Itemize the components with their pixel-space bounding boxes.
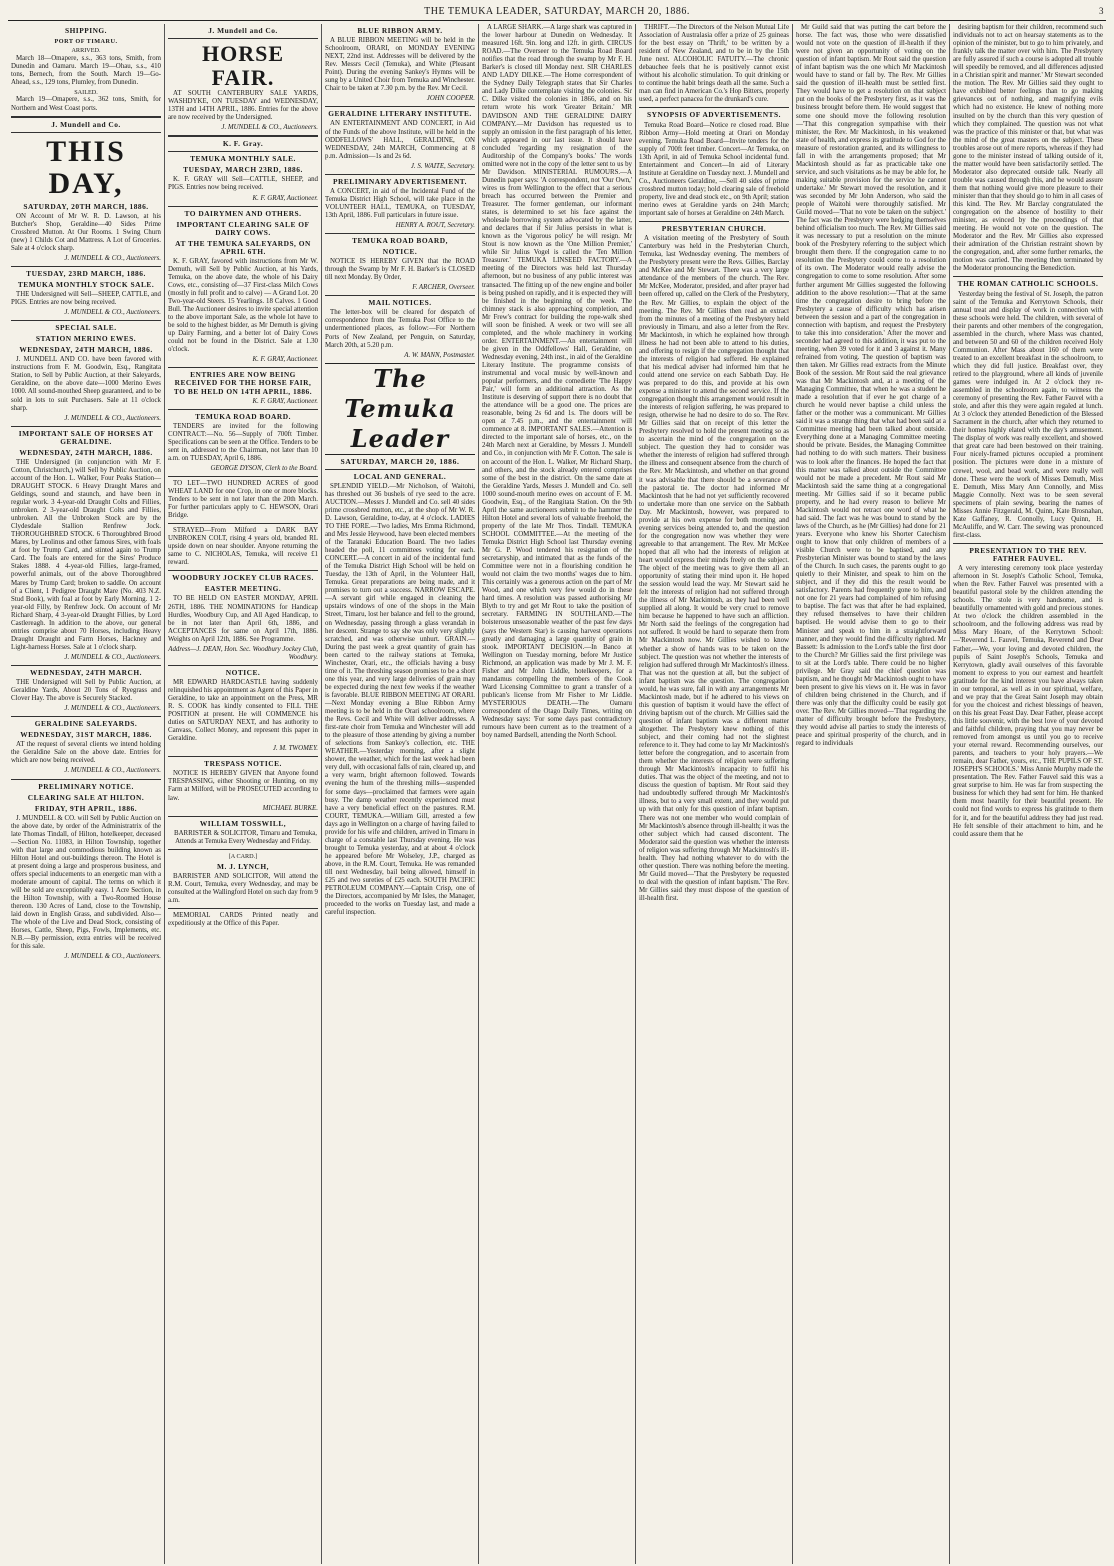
local-body: SPLENDID YIELD.—Mr Nicholson, of Waitohi, has threshed out 36 bushels of rye seed to the acre. AUCTION.—Messrs J. Mundell and Co. sell 40 sides prime crossbred mutton, etc., at the shop of Mr W. R. D. Lawson, Geraldine, to-day, at 4 o'clock. LADIES TO THE FORE.—Two ladies, Mrs Emma Richmond, and Mrs Jessie Heywood, have been elected members of the Taranaki Education Board. The two ladies headed the poll, 11 committees voting for each. CONCERT.—A concert in aid of the incidental fund of the Temuka District High School will be held on Tuesday, the 13th of April, in the Volunteer Hall, Temuka. Great preparations are being made, and it promises to turn out a success. NARROW ESCAPE.—A servant girl while engaged in cleaning the upstairs windows of one of the shops in the Main Street, Timaru, lost her balance and fell to the ground, on Wednesday, passing through a glass verandah in her descent. Strange to say she was only very slightly scratched, and was otherwise unhurt. GRAIN.—During the past week a great quantity of grain has been carted to the railway stations at Temuka, Winchester, Orari, etc., the officials having a busy time of it. The threshing season promises to be a short one this year, and very large deliveries of grain may be expected during the next few weeks if the weather is favorable. BLUE RIBBON MEETING AT ORARI.—Next Monday evening a Blue Ribbon Army meeting is to be held in the Orari schoolroom, where the Revs. Cecil and White will deliver addresses. A first-rate choir from Temuka and Winchester will add to the pleasure of those attending by giving a number of selections from Sankey's collection, etc. THE WEATHER.—Yesterday morning, after a slight shower, the weather, which for the last week had been very dull, with occasional falls of rain, cleared up, and a very warm, bright afternoon followed. Towards evening the hum of the threshing mills—suspended for some days—proclaimed that farmers were again busy. The damp weather recently experienced must have a very beneficial effect on the pastures. R.M. COURT, TEMUKA.—William Gill, arrested a few days ago in Wellington on a charge of having failed to provide for his wife and children, arrived in Timaru in charge of a constable last Thursday evening. He was brought to Temuka yesterday, and at about 4 o'clock he appeared before Mr Wolseley, J.P., charged as above, in the R.M. Court, Temuka. He was remanded till next Wednesday, bail being allowed, himself in £25 and two sureties of £25 each. SOUTH PACIFIC PETROLEUM COMPANY.—Captain Crisp, one of the Directors, accompanied by Mr Isles, the Manager, proceeded to the works on Tuesday last, and made a careful inspection. [325,482,476,917]
entries-signature: K. F. GRAY, Auctioneer. [252,397,318,405]
saleyards-body: AT the request of several clients we intend holding the Geraldine Sale on the above date. Entries for which are now being received. [11,741,161,765]
column-5 [636,24,793,1564]
this-day-date: SATURDAY, 20TH MARCH, 1886. [23,201,149,211]
horses-signature: J. MUNDELL & CO., Auctioneers. [64,653,161,661]
sailed-heading: SAILED. [74,89,98,97]
monthly-sale-heading: TEMUKA MONTHLY STOCK SALE. [17,279,155,289]
notice-body: MR EDWARD HARDCASTLE having suddenly relinquished his appointment as Agent of this Paper in Geraldine, to take an appointment on the Press, MR R. S. COOK has kindly consented to FILL THE POSITION at present. He will COMMENCE his duties on SATURDAY NEXT, and has authority to Canvass, Collect Money, and represent this paper in Geraldine. [168,678,318,743]
road-board-heading: TEMUKA ROAD BOARD. [195,411,291,421]
blue-ribbon-body: A BLUE RIBBON MEETING will be held in the Schoolroom, ORARI, on MONDAY EVENING NEXT, 22nd inst. Addresses will be delivered by the Rev. Messrs Cecil (Temuka), and White (Pleasant Point). During the evening Sankey's Hymns will be sung by a United Choir from Temuka and Winchester. Chair to be taken at 7.30 p.m. by the Rev. Mr Cecil. [325,37,475,93]
prelim-heading: PRELIMINARY NOTICE. [38,781,134,791]
mail-heading: MAIL NOTICES. [368,298,432,308]
this-day-heading: THIS DAY, [46,134,126,200]
horse-fair-heading: HORSE FAIR. [201,41,285,91]
horses-body: THE Undersigned (in conjunction with Mr F. Cotton, Christchurch,) will Sell by Public Auction, on account of the Hon. L. Walker, Four Peaks Station—DRAUGHT STOCK. 6 Heavy Draught Mares and Geldings, sound and staunch, and have been in regular work. 3 4-year-old Draught Colts and Fillies, unbroken. 2 3-year-old Draught Colts and Fillies, unbroken. All the Unbroken Stock are by the Clydesdale Stallion Renfrew Jock. THOROUGHBRED STOCK. 6 Thoroughbred Brood Mares, by Leolinus and other famous Sires, with foals at foot by Trump Card, and stinted again to Trump Card. The foals are entered for the Sires' Produce Stakes 1888. 4 4-year-old Fillies, large-framed, powerful animals, out of the above Thoroughbred Mares by Trump Card; broken to saddle. On account of a Client, 1 Pedigree Draught Mare (No. 403 N.Z. Stud Book), with foal at foot by Early Morning. 1 2-year-old Filly, by Renfrew Jock. On account of Mr Richard Sharp, 4 3-year-old Draught Fillies, by Lord Castlereagh. In addition to the above, our general entries comprise about 70 Horses, including Heavy Draught Draught and Farm Horses, Hackney and Light-harness Horses. Sale at 1 o'clock sharp. [11,458,161,651]
gray-heading: K. F. Gray. [222,139,264,149]
news-body-7: desiring baptism for their children, recommend such individuals not to act on hearsay statements as to the opinion of the minister, but to go to him privately, and frankly talk the matter over with him. The Presbytery are fully assured if such a course is adopted all trouble will speedily be removed, and all differences adjusted in a Christian spirit and manner.' Mr Stewart seconded the motion. The Rev. Mr Gillies said they ought to have exhibited better feelings than to go making grievances out of nothing, and magnifying evils which had no existence. He knew of nothing more insulted on by the church than this very question of which they complained. The question was not what was the practice of this minister or that, but what was the mind of the great masters on the subject. These troubles arose out of mere reports, whereas if they had gone to the minister instead of talking outside of it, the matter would have been satisfactorily settled. The Moderator also deprecated outside talk. Nearly all trouble was caused through this, and he would assure them that nothing would give more pleasure to their minister than that they should go to him in all cases of this kind. The Rev. Mr Barclay congratulated the congregation on the absence of hostility to their minister, as evinced by the proceedings of that meeting. He would not vote on the question. The Moderator and the Rev. Mr Gillies also expressed their admiration of the Christian restraint shown by the congregation, and, after some further remarks, the motion was carried. The meeting then terminated by the Moderator pronouncing the Benediction. [953,24,1104,273]
arrived-text: March 18—Omapere, s.s., 363 tons, Smith, from Dunedin and Oamaru. March 19—Ohau, s.s., 410 tons, Bernech, from the South. March 19—Go-Ahead, s.s., 129 tons, Plumley, from Dunedin. [11,54,161,86]
card-heading: [A CARD.] [228,852,258,860]
literary-signature: J. S. WAITE, Secretary. [410,162,475,170]
news-body-5: THRIFT.—The Directors of the Nelson Mutual Life Association of Australasia offer a prize of 25 guineas for the best essay on 'Thrift,' to be written by a resident of New Zealand, and to be in by the 15th June next. ALCOHOLIC FATUITY.—The chronic debauchee feels that he is positively cannot exist without his alcoholic stimulation. To quit drinking or to continue the habit brings death all the same. Such a man can find in American Co.'s Hop Bitters, properly used, a perfect panacea for the drunkard's cure. [639,24,789,104]
clearing-date: FRIDAY, 9TH APRIL, 1886. [34,803,138,813]
horses-heading: IMPORTANT SALE OF HORSES AT GERALDINE. [18,428,154,446]
saleyards-heading: GERALDINE SALEYARDS. [34,719,138,729]
mail-body: The letter-box will be cleared for despatch of correspondence from the Temuka Post Office to the undermentioned places, as follow:—For Northern Ports of New Zealand, per Penguin, on Saturday, March 20th, at 5.20 p.m. [325,309,475,349]
prelim-adv-heading: PRELIMINARY ADVERTISEMENT. [332,176,468,186]
dairy-to-heading: TO DAIRYMEN AND OTHERS. [184,208,302,218]
jockey-heading: WOODBURY JOCKEY CLUB RACES. [172,573,314,583]
dairy-at: AT THE TEMUKA SALEYARDS, ON APRIL 6TH. [175,238,311,256]
saleyards-signature: J. MUNDELL & CO., Auctioneers. [64,767,161,775]
road-board-body: TENDERS are invited for the following CONTRACT:—No. 56—Supply of 700ft Timber. Specifications can be seen at the Office. Tenders to be sent in, addressed to the Chairman, not later than 10 a.m. on TUESDAY, April 6, 1886. [168,422,318,462]
tms-body: K. F. GRAY will Sell—CATTLE, SHEEP, and PIGS. Entries now being received. [168,176,318,192]
tosswill-body: BARRISTER & SOLICITOR, Timaru and Temuka, Attends at Temuka Every Wednesday and Friday. [173,829,318,845]
road-board-signature: GEORGE DYSON, Clerk to the Board. [210,464,318,472]
lynch-heading: M. J. LYNCH, [217,862,269,872]
firm-heading: J. Mundell and Co. [51,119,121,129]
presbyterian-heading: PRESBYTERIAN CHURCH. [661,224,767,234]
literary-body: AN ENTERTAINMENT AND CONCERT, in Aid of the Funds of the above Institute, will be held in the ODDFELLOWS' HALL, GERALDINE, ON WEDNESDAY, 24th MARCH, Commencing at 8 p.m. Admission—1s and 2s 6d. [325,120,475,160]
horse-fair-signature: J. MUNDELL & CO., Auctioneers. [221,124,318,132]
easter-body: TO BE HELD ON EASTER MONDAY, APRIL 26TH, 1886. THE NOMINATIONS for Handicap Hurdles, Woodbury Cup, and All Aged Handicap, to be in not later than April 6th, 1886, and ACCEPTANCES for same on April 17th, 1886. Weights on April 12th, 1886. See Programme. [168,595,318,643]
notice-signature: J. M. TWOMEY. [272,745,318,753]
literary-heading: GERALDINE LITERARY INSTITUTE. [328,109,472,119]
monthly-sale-signature: J. MUNDELL & CO., Auctioneers. [64,309,161,317]
memorial-body: MEMORIAL CARDS Printed neatly and expeditiously at the Office of this Paper. [168,912,318,928]
merino-signature: J. MUNDELL & CO., Auctioneers. [64,414,161,422]
trb-heading: TEMUKA ROAD BOARD, [352,236,448,246]
local-heading: LOCAL AND GENERAL. [353,471,447,481]
trespass-heading: TRESPASS NOTICE. [204,759,282,769]
sailed-text: March 19—Omapere, s.s., 362 tons, Smith, for Northern and West Coast ports. [11,96,161,112]
trb-body: NOTICE IS HEREBY GIVEN that the ROAD through the Swamp by Mr F. H. Barker's is CLOSED till next Monday. By Order, [325,258,475,282]
entries-heading: ENTRIES ARE NOW BEING RECEIVED FOR THE HORSE FAIR, TO BE HELD ON 14TH APRIL, 1886. [173,370,313,396]
trb-signature: F. ARCHER, Overseer. [412,284,475,292]
dairy-signature: K. F. GRAY, Auctioneer. [252,356,318,364]
trespass-body: NOTICE IS HEREBY GIVEN that Anyone found TRESPASSING, either Shooting or Hunting, on my Farm at Milford, will be PROSECUTED according to law. [168,770,318,802]
merino-date: WEDNESDAY, 24TH MARCH, 1886. [19,345,153,355]
blue-ribbon-heading: BLUE RIBBON ARMY. [357,26,443,35]
mail-signature: A. W. MANN, Postmaster. [404,351,475,359]
tms-signature: K. F. GRAY, Auctioneer. [252,194,318,202]
synopsis-heading: SYNOPSIS OF ADVERTISEMENTS. [647,110,781,120]
page-number: 3 [1099,6,1104,16]
easter-signature: Address—J. DEAN, Hon. Sec. Woodbury Jockey Club, Woodbury. [168,645,318,661]
lynch-body: BARRISTER AND SOLICITOR, Will attend the R.M. Court, Temuka, every Wednesday, and may be consulted at the Wallingford Hotel on such day from 9 a.m. [168,873,318,905]
port-heading: PORT OF TIMARU. [54,38,118,46]
firm-heading-2: J. Mundell and Co. [208,26,278,35]
easter-heading: EASTER MEETING. [204,584,282,594]
clearing-body: J. MUNDELL & CO. will Sell by Public Auction on the above date, by order of the Administratrix of the late Thomas Tindall, of Hilton, hotelkeeper, deceased—Section No. 11083, in Hilton Township, together with that large and commodious building known as Hilton Hotel and out-buildings thereon. The Hotel is at present doing a large and prosperous business, and offers special inducements to an energetic man with a moderate amount of capital. The terms on which it will be sold are exceptionally easy. 1 Acre Section, in the Hilton Township, with a Two-Roomed House thereon. 130 Acres of Land, close to the Township, laid down in English Grass, and subdivided. Also—The whole of the Live and Dead Stock, consisting of Horses, Cattle, Sheep, Pigs, Fowls, Implements, etc. N.B.—By permission, extra entries will be received for this sale. [11,814,161,951]
to-let-body: TO LET—TWO HUNDRED ACRES of good WHEAT LAND for one Crop, in one or more blocks. Tenders to be sent in not later than the 20th March. For further particulars apply to C. HEWSON, Orari Bridge. [168,479,318,520]
presentation-body: A very interesting ceremony took place yesterday afternoon in St. Joseph's Catholic School, Temuka, when the Rev. Father Fauvel was presented with a beautiful pastoral stole by the children attending the schools. The stole is very handsome, and is beautifully ornamented with gold and precious stones. At two o'clock the children assembled in the schoolroom, and the following address was read by Miss Mary Hoare, of the Kerrytown School:—'Reverend L. Fauvel, Temuka, Reverend and Dear Father,—We, your loving and devoted children, the pupils of Saint Joseph's Schools, Temuka and Kerrytown, gladly avail ourselves of this favorable moment to express to you our earnest and heartfelt gratitude for the kind interest you have always taken in our temporal, as well as in our spiritual, welfare, and we pray that the Great Saint Joseph may obtain for you the choicest and richest blessings of heaven, on this his great Feast Day. Dear Father, please accept this little souvenir, with the best love of your devoted and faithful children, praying that you may never be removed from amongst us until you go to receive your eternal reward. Recommending ourselves, our parents, and teachers to your holy prayers.—We remain, dear Father, yours, etc., THE PUPILS OF ST. JOSEPH'S SCHOOLS.' Miss Annie Murphy made the presentation. The Rev. Father Fauvel said this was a great surprise to him. He was far from suspecting the business for which they had sent for him. He thanked them most heartily for their beautiful present. He could not find words to express his gratitude to them for it, and for the beautiful address they had just read. He felt sensible of their attachment to him, and he could assure them that he [953,565,1103,838]
news-body-6: Mr Guild said that was putting the cart before the horse. The fact was, those who were dissatisfied would not vote on the question of ill-health if they were not given an opportunity of voting on the question of infant baptism. Mr Rout said the question of infant baptism was the one which Mr Mackintosh would have to stand or fall by. The Rev. Mr Gillies said the question of ill-health must be settled first. They would have to get a resolution on that subject put on the books of the Presbytery first, as it was the business brought before them. He would suggest that some one should move the following resolution—'That this congregation sympathise with their minister, the Rev. Mr Mackintosh, in his weakened state of health, and express its gratitude to God for the measure of restoration granted, and its willingness to fall in with the arrangements proposed; that Mr Mackintosh should as far as practicable take one service, and such visitations as he may be able for, he making suitable provision for the service he cannot undertake.' Mr Stewart moved the resolution, and it was seconded by Mr John Anderson, who said the people of Waitohi were thoroughly satisfied. Mr Guild moved—'That no vote be taken on the subject.' The fact was the Presbytery were hedging themselves behind officialism too much. The Rev. Mr Gillies said it was necessary to put a resolution on the minute book of the Presbytery referring to the subject which brought them there. If the congregation came to no resolution the Presbytery could come to a resolution of its own. The Moderator would really advise the congregation to come to some resolution. After some further argument Mr Gillies suggested the following addition to the above resolution:—'That at the same time the congregation desire to bring before the Presbytery a cause of difficulty which has arisen between the session and a part of the congregation in connection with baptism, and request the Presbytery to take this into consideration.' After the mover and seconder had agreed to this addition, it was put to the meeting, when 39 voted for it and 3 against it. Many refrained from voting. The question of baptism was then taken. Mr Gillies read extracts from the Minute Book of the session. Mr Rout said the real grievance was that Mr Mackintosh and, at a meeting of the Managing Committee, that when he was a student he made a resolution that if ever he got charge of a church he would never baptise a child unless the father or the mother was a communicant. Mr Gillies said it was a strange thing that what had been said at a Committee meeting had been talked about outside. Everything done at a Managing Committee meeting should be private. Besides, the Managing Committee had nothing to do with such matters. Their business was to look after the finances. He hoped the fact that this matter was talked about outside the Committee would not be made a precedent. Mr Rout said Mr Mackintosh said the same thing at a congregational meeting. Mr Gillies said if so it became public property, and he had every reason to believe Mr Mackintosh would not retract one word of what he had said. The fact was he was bound to stand by the laws of the Church, as he (Mr Gillies) had done for 21 years. Everyone who knew his Shorter Catechism ought to know that only children of members of a visible Church were to be baptised, and any Presbyterian Minister was bound to stand by the laws of the Church. In such cases, the parents ought to go quietly to their Minister, and speak to him on the subject, and if they did this the result would be satisfactory. Parents had frequently gone to him, and not one for 21 years had complained of him refusing to baptise. The fact was that after he had explained, they refused themselves to have their children baptised. He would advise them to go to their Minister and speak to him in a straightforward manner, and they would find the difficulty righted. Mr Bassett: Is admission to the Lord's table the first door to the Church? Mr Gillies said the first privilege was to sit at the Lord's table. There could be no higher privilege. Mr Gray said the chief question was baptism, and he thought Mr Mackintosh ought to have been present to give his views on it. He was in favor of children being christened in the Church, and if there was only that the difficulty could be easily got over. The Rev. Mr Gillies moved—'That regarding the matter of difficulty brought before the Presbytery, they would advise all parties to study the interests of peace and spiritual prosperity of the church, and in regard to individuals [796,24,946,748]
w24-heading: WEDNESDAY, 24TH MARCH. [30,667,142,677]
column-7 [950,24,1106,1564]
presbyterian-body: A visitation meeting of the Presbytery of South Canterbury was held in the Presbyterian Church, Temuka, last Wednesday evening. The members of the Presbytery present were the Revs. Gillies, Barclay and McKee and Mr Stewart. There was a very large attendance of the members of the church. The Rev. Mr McKee, Moderator, presided, and after prayer had been offered up, called on the Clerk of the Presbytery, the Rev. Mr Gillies, to explain the object of the meeting. The Rev. Mr Gillies then read an extract from the minutes of a meeting of the Presbytery held previously in Timaru, and also a letter from the Rev. Mr Mackintosh, in which he explained how through illness he had not been able to attend to his duties, and offering to resign if the congregation thought that the interests of religion had suffered. He explained that his medical adviser had informed him that he could attend one service on each Sabbath Day. He was prepared to do this, and provide at his own expense a minister to attend the second service. If the congregation thought this arrangement would result in the interests of religion suffering, he was prepared to resign, otherwise he had no desire to do so. The Rev. Mr Gillies said that on receipt of this letter the Presbytery resolved to hold the present meeting so as to ascertain the mind of the congregation on the subject. The question they had to consider was whether the interests of religion had suffered through the illness and consequent absence from the church of the Rev. Mr Mackintosh, and whether on that ground it was advisable that there should be a severance of the pastoral tie. The doctor had informed Mr Mackintosh that he had not yet sufficiently recovered to undertake more than one service on the Sabbath Day. Mr Mackintosh, however, was prepared to provide at his own expense for both morning and evening services being attended to, and the question for the congregation now was whether they were agreeable to that arrangement. The Rev. Mr McKee hoped that all who had the interests of religion at heart would express their minds freely on the subject. The object of the meeting was to give them all an opportunity of stating their mind upon it. He hoped the session would lead the way. Mr Stewart said he felt the interests of religion had not suffered through the illness of Mr Mackintosh, as they had been well supplied all along. It would be very cruel to remove him because he happened to have such an affliction. Mr North said the feelings of the congregation had not suffered. It would be hard to separate them from Mr Mackintosh now. Mr Gillies wished to know whether a show of hands was to be taken on the subject. The question was not whether the interests of religion had suffered through Mr Mackintosh's illness. That was not the question at all, but the subject of infant baptism was the question. The congregation would, he was sure, fall in with any arrangements Mr Mackintosh made, but if he adhered to his views on this question of baptism it would have the effect of driving baptism out of the church. Mr Gillies said the question of infant baptism was a different matter altogether. The Presbytery knew nothing of this subject, and their coming had not the slightest reference to it. They had come to lay Mr Mackintosh's letter before the congregation, and to ascertain from them whether the interests of religion were suffering through Mr Mackintosh's incapacity to fulfil his duties. That was the object of the meeting, and not to discuss the question of baptism. Mr Rout said they had undoubtedly suffered through Mr Mackintosh's illness, but to a very small extent, and they would put up with that only for this question of infant baptism. There was not one member who would complain of Mr Mackintosh's absence through ill-health; it was the other subject which had caused discontent. The Moderator said the question was whether the interests of religion was suffering through Mr Mackintosh's ill-health. They had nothing whatever to do with the other question. There was nothing before the meeting. Mr Guild moved—'That the Presbytery be requested to deal with the question of infant baptism.' The Rev. Mr Gillies said they must dispose of the question of ill-health first. [639,235,789,902]
strayed-body: STRAYED—From Milford a DARK BAY UNBROKEN COLT, rising 4 years old, branded RL upside down on near shoulder. Anyone returning the same to C. NICHOLAS, Temuka, will receive £1 reward. [168,527,318,567]
synopsis-body: Temuka Road Board—Notice re closed road. Blue Ribbon Army—Hold meeting at Orari on Monday evening. Temuka Road Board—Invite tenders for the supply of 700ft feet timber. Concert—At Temuka, on 13th April, in aid of Temuka School incidental fund. Entertainment and Concert—In aid of Literary Institute at Geraldine on Tuesday next. J. Mundell and Co., Auctioneers Geraldine, —Sell 40 sides of prime crossbred mutton today; hold clearing sale of freehold property, live and dead stock etc., on 9th April; station merino ewes at Geraldine yards on 24th March; important sale of horses at Geraldine on 24th March. [639,121,789,218]
w24-body: THE Undersigned will Sell by Public Auction, at Geraldine Yards, About 20 Tons of Ryegrass and Clover Hay. The above is Securely Stacked. [11,679,161,703]
columns [8,24,1106,1564]
column-2 [165,24,322,1564]
trespass-signature: MICHAEL BURKE. [262,804,318,812]
column-1 [8,24,165,1564]
dairy-body: K. F. GRAY, favored with instructions from Mr W. Demuth, will Sell by Public Auction, at his Yards, Temuka, on the above date, the whole of his Dairy Cows, etc., consisting of—37 First-class Milch Cows (mostly in full profit and to calve) — A Grand Lot. 20 Two-year-old Steers. 15 Yearlings. 18 Calves. 1 Good Bull. The Auctioneer desires to invite special attention to the above important Sale, as the whole lot have to be sold to the highest bidder, as Mr Demuth is giving up Dairy Farming, and a better lot of Dairy Cows could not be found in the District. Sale at 1.30 o'clock. [168,257,318,354]
paper-dateline: SATURDAY, MARCH 20, 1886. [340,456,460,466]
tuesday-date: TUESDAY, 23RD MARCH, 1886. [26,268,146,278]
tms-heading: TEMUKA MONTHLY SALE. [190,154,296,164]
blue-ribbon-signature: JOHN COOPER. [426,95,475,103]
column-3 [322,24,479,1564]
monthly-sale-body: THE Undersigned will Sell—SHEEP, CATTLE, and PIGS. Entries are now being received. [11,291,161,307]
column-4 [479,24,636,1564]
concert-body: A CONCERT, in aid of the Incidental Fund of the Temuka District High School, will take place in the VOLUNTEER HALL, TEMUKA, on TUESDAY, 13th April, 1886. Full particulars in future issue. [325,187,475,219]
shipping-heading: SHIPPING. [64,26,108,35]
presentation-heading: PRESENTATION TO THE REV. FATHER FAUVEL. [969,545,1087,563]
merino-heading: STATION MERINO EWES. [35,334,137,344]
rc-schools-body: Yesterday being the festival of St. Joseph, the patron saint of the Temuka and Kerrytown Schools, their annual treat and display of work in connection with these schools were held. The children, with several of their parents and other members of the congregation, assembled in the church, where Mass was chanted, and between 50 and 60 of the children received Holy Communion. After Mass about 160 of them were treated to an excellent breakfast in the schoolroom, to which they did full justice. Breakfast over, they retired to the playground, where all kinds of juvenile games were indulged in. At 2 o'clock they re-assembled in the schoolroom again, to witness the ceremony of presenting the Rev. Father Fauvel with a stole, and after this they were again regaled at lunch. At 3 o'clock they attended Benediction of the Blessed Sacrament in the church, after which they returned to their homes highly elated with the day's amusement. The display of work was really excellent, and showed that great care had been bestowed on their training. Four nicely-framed pictures occupied a prominent position. The pictures were done in a mixture of crewel, wool, and bead work, and were really well done. These were the work of Misses Demuth, Miss E. Demuth, Miss Mary Ann Connolly, and Miss Maggie Connolly. Next was to be seen several specimens of plain sewing, bearing the names of Misses Annie Fitzgerald, M. Quinn, Kate Brosnahan, Kate Gaffaney, R. Connolly, Lucy Quinn, H. McAuliffe, and W. Carr. The sewing was pronounced first-class. [953,290,1103,539]
arrived-heading: ARRIVED. [71,47,101,55]
saleyards-date: WEDNESDAY, 31ST MARCH, 1886. [20,730,152,740]
w24-signature: J. MUNDELL & CO., Auctioneers. [64,705,161,713]
horses-date: WEDNESDAY, 24TH MARCH, 1886. [19,447,153,457]
notice-heading: NOTICE. [225,667,261,677]
running-head [8,6,1106,21]
this-day-body: ON Account of Mr W. R. D. Lawson, at his Butcher's Shop, Geraldine—40 Sides Prime Crossbred Mutton. At Our Rooms. 1 Swing Churn (new) 1 Childs Cot and Mattress. A Lot of Groceries. Sale at 4 o'clock sharp. [11,212,161,252]
horse-fair-body: AT SOUTH CANTERBURY SALE YARDS, WASHDYKE, ON TUESDAY and WEDNESDAY, 13TH and 14TH APRIL, 1886. Entries for the above are now received by the Undersigned. [168,90,318,122]
column-6 [793,24,950,1564]
newspaper-nameplate: The Temuka Leader [325,363,475,455]
dairy-heading: IMPORTANT CLEARING SALE OF DAIRY COWS. [176,219,310,237]
special-sale-heading: SPECIAL SALE. [55,323,117,333]
clearing-heading: CLEARING SALE AT HILTON. [27,792,145,802]
news-body-4: A LARGE SHARK.—A large shark was captured in the lower harbour at Dunedin on Wednesday. It measured 16ft. 9in. long and 12ft. in girth. CIRCUS ROAD.—The Overseer to the Temuka Road Board notifies that the road through the swamp by Mr F. H. Barker's is closed till Monday next. SIR CHARLES AND LADY DILKE.—The Home correspondent of the Sydney Daily Telegraph states that Sir Charles and Lady Dilke contemplate visiting the colonies. Sir C. Dilke visited the colonies in 1866, and on his return wrote his work 'Greater Britain.' MR DAVIDSON AND THE GERALDINE DAIRY COMPANY.—Mr Davidson has requested us to supply an omission in the first paragraph of his letter, which appeared in our last issue. It should have concluded 'regarding my resignation of the Auditorship of the Company's books.' The words omitted were not in the copy of the letter sent to us by Mr Davidson. MINISTERIAL RUMOURS.—A Dunedin paper says: 'A correspondent, not 'Our Own,' wires us from Wellington to the effect that a serious breach has occurred between the Premier and Treasurer. The former gentleman, our informant states, is determined to set his face against the wholesale borrowing system advocated by the latter, and declares that if Sir Julius persists in what is known as the 'vigorous policy' he will resign. Mr Stout is now known as the 'One Million Premier,' while Sir Julius Vogel is called the 'Ten Million Treasurer.' TEMUKA LINSEED FACTORY.—A meeting of the Directors was held last Thursday afternoon, but no business of any public interest was transacted. The fitting up of the new engine and boiler is being pushed on rapidly, and it is expected they will be finished in the beginning of the week. The chimney stack is also approaching completion, and Mr Frew's contract for building the rope-walk shed will soon be finished. A week or two will see all completed, and the whole machinery in working order. ENTERTAINMENT.—An entertainment will be given in the Oddfellows' Hall, Geraldine, on Wednesday evening, 24th inst., in aid of the Geraldine Literary Institute. The programme consists of instrumental and vocal music by well-known and popular performers, and the comediette 'The Happy Pair,' will form an additional attraction. As the Institute is deserving of support there is no doubt that the attendance will be a good one. The prices are reasonable, being 2s 6d and 1s. The doors will be open at 7.45 p.m., and the entertainment will commence at 8. IMPORTANT SALES.—Attention is directed to the important sale of horses, etc., on the 24th March next at Geraldine, by Messrs J. Mundell and Co., in conjunction with Mr F. Cotton. The sale is on account of the Hon. L. Walker, Mr Richard Sharp, and others, and the stock already entered comprises some of the best in the district. On the same date at the Geraldine Yards, Messrs J. Mundell and Co. sell 1000 sound-mouth merino ewes on account of F. M. Goodwin, Esq., of the Rangitata Station. On the 9th April the same auctioneers submit to the hammer the Hilton Hotel and several lots of valuable freehold, the property of the late Mr Thos. Tindall. TEMUKA SCHOOL COMMITTEE.—At the meeting of the Temuka District High School last Thursday evening Mr G. P. Wood tendered his resignation of the secretaryship, and intimated that as the funds of the Committee were not in a flourishing condition he would not claim the two months' wages due to him. This certainly was a generous action on the part of Mr Wood, and one which very few would do in these hard times. A resolution was passed authorising Mr Blyth to try and get Mr Rout to take the position of secretary. FARMING IN SOUTHLAND.—The boisterous unseasonable weather of the past few days (says the Western Star) is causing harvest operations greatly and damaging a large quantity of grain in stook. IMPORTANT DECISION.—In Banco at Wellington on Tuesday morning, before Mr Justice Richmond, an application was made by Mr J. M. F. Fisher and Mr John Liddle, hotelkeepers, for a mandamus compelling the members of the Cook Ward Licensing Committee to grant a transfer of a publican's license from Mr Fisher to Mr Liddle. MYSTERIOUS DEATH.—The Oamaru correspondent of the Otago Daily Times, writing on Wednesday says: 'For some days past contradictory rumours have been current as to the treatment of a boy named Bardsell, attending the North School. [482,24,632,740]
rc-schools-heading: THE ROMAN CATHOLIC SCHOOLS. [957,279,1099,289]
concert-signature: HENRY A. ROUT, Secretary. [395,221,475,229]
this-day-signature: J. MUNDELL & CO., Auctioneers. [64,254,161,262]
tms-date: TUESDAY, MARCH 23RD, 1886. [183,165,303,175]
tosswill-heading: WILLIAM TOSSWILL, [199,818,287,828]
merino-body: J. MUNDELL AND CO. have been favored with instructions from F. M. Goodwin, Esq., Rangitata Station, to Sell by Public Auction, at their Saleyards, Geraldine, on the above date—1000 Merino Ewes 1000. All sound-mouthed Sheep guaranteed, and to be sold in lots to suit Purchasers. Sale at 11 o'clock sharp. [11,356,161,412]
running-head-title: THE TEMUKA LEADER, SATURDAY, MARCH 20, 1886. [424,6,690,17]
trb-notice: NOTICE. [382,247,418,257]
clearing-signature: J. MUNDELL & CO., Auctioneers. [64,953,161,961]
